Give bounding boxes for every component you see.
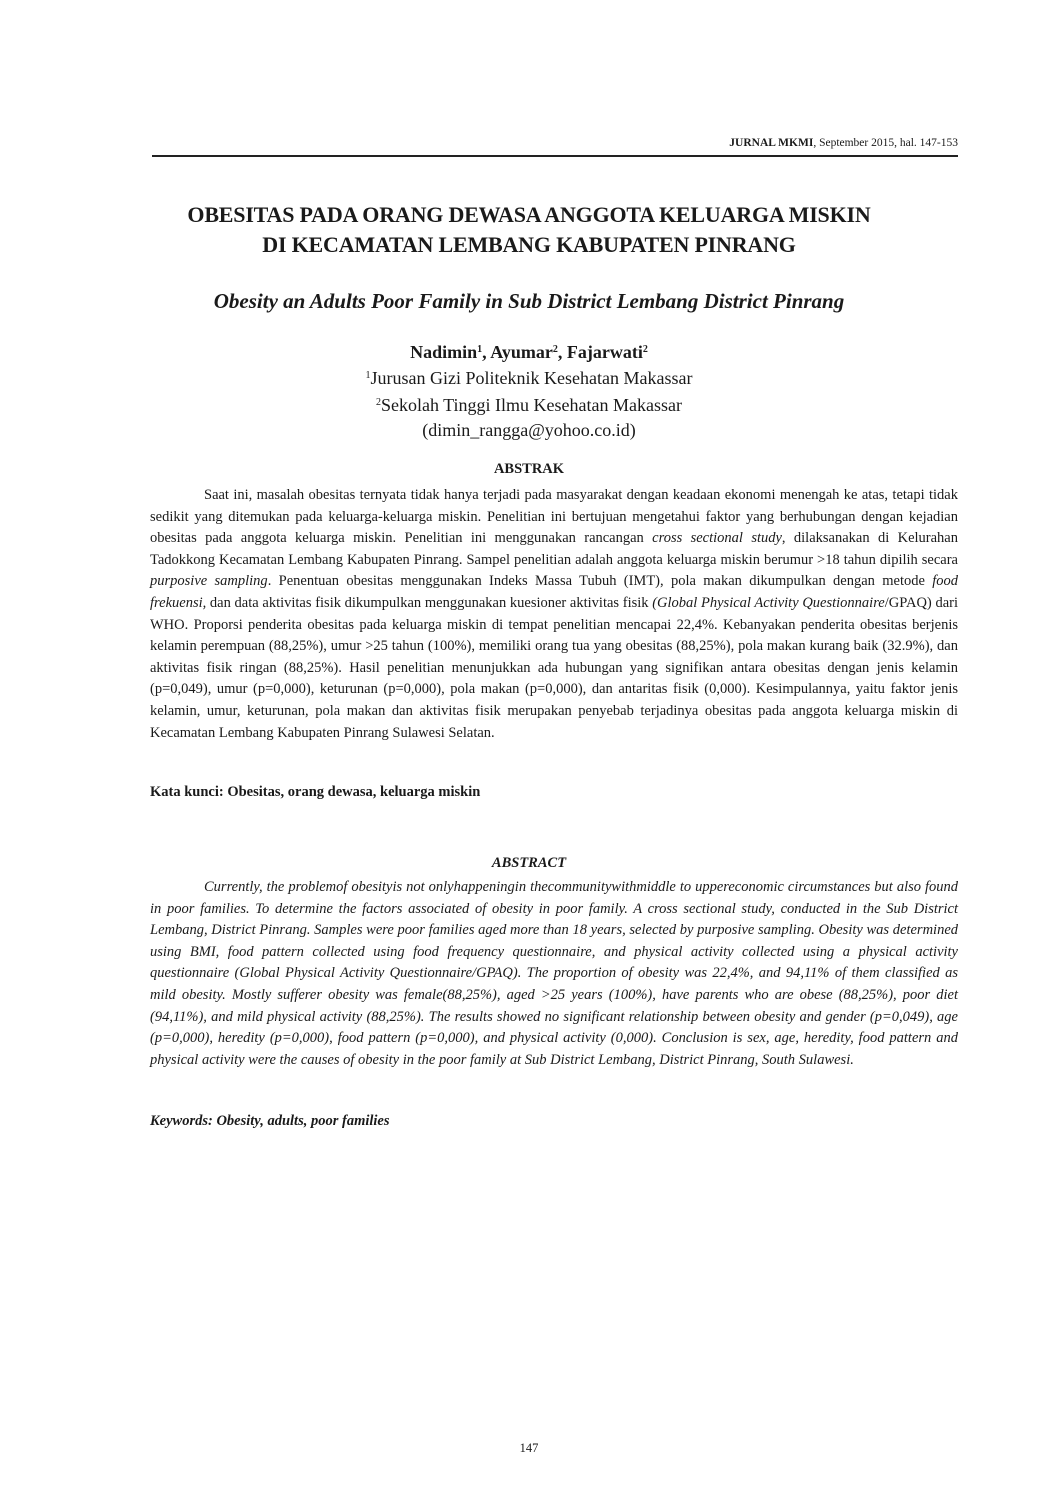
issue-info: , September 2015, hal. 147-153 <box>813 137 958 149</box>
abstrak-segment-italic: purposive sampling <box>150 573 268 590</box>
abstract-body: Currently, the problemof obesityis not onlyhappeningin thecommunitywithmiddle to uppereconomic circumstances but also found in poor families. To determine the factors associated of obesity in poor family. A cross sectional study, conducted in the Sub District Lembang, District Pinrang. Samples were poor families aged more than 18 years, selected by purposive sampling. Obesity was determined using BMI, food pattern collected using food frequency questionnaire, and physical activity collected using a physical activity questionnaire (Global Physical Activity Questionnaire/GPAQ). The proportion of obesity was 22,4%, and 94,11% of them classified as mild obesity. Mostly sufferer obesity was female(88,25%), aged >25 years (100%), have parents who are obese (88,25%), poor diet (94,11%), and mild physical activity (88,25%). The results showed no significant relationship between obesity and gender (p=0,049), age (p=0,000), heredity (p=0,000), food pattern (p=0,000), and physical activity (0,000). Conclusion is sex, age, heredity, food pattern and physical activity were the causes of obesity in the poor family at Sub District Lembang, District Pinrang, South Sulawesi. <box>150 879 958 1068</box>
affiliation-1 <box>100 368 958 389</box>
abstrak-segment: . Penentuan obesitas menggunakan Indeks Massa Tubuh (IMT), pola makan dikumpulkan dengan metode <box>267 573 933 590</box>
author-separator: , <box>557 342 567 362</box>
kata-kunci: Kata kunci: Obesitas, orang dewasa, keluarga miskin <box>150 784 481 800</box>
keywords: Keywords: Obesity, adults, poor families <box>150 1113 390 1129</box>
affiliation-text: Jurusan Gizi Politeknik Kesehatan Makassar <box>370 368 693 388</box>
abstrak-segment-italic: cross sectional study <box>652 530 782 547</box>
affiliation-sup: 1 <box>365 370 371 381</box>
header-rule <box>152 155 958 157</box>
author-sup: 2 <box>552 344 558 355</box>
abstrak-segment-italic: food frekuensi, <box>150 573 959 611</box>
journal-header <box>152 137 958 149</box>
abstrak-segment: /GPAQ) dari WHO. Proporsi penderita obesitas pada keluarga miskin di tempat penelitian mencapai 22,4%. Kebanyakan penderita obesitas berjenis kelamin perempuan (88,25%), umur >25 tahun (100%), memiliki orang tua yang obesitas (88,25%), pola makan kurang baik (32.9%), dan aktivitas fisik ringan (88,25%). Hasil penelitian menunjukkan ada hubungan yang signifikan antara obesitas dengan jenis kelamin (p=0,049), umur (p=0,000), keturunan (p=0,000), pola makan (p=0,000), dan antaritas fisik (0,000). Kesimpulannya, yaitu faktor jenis kelamin, umur, keturunan, pola makan dan aktivitas fisik merupakan penyebab terjadinya obesitas pada anggota keluarga miskin di Kecamatan Lembang Kabupaten Pinrang Sulawesi Selatan. <box>150 594 958 741</box>
author-separator: , <box>482 342 491 362</box>
title-line-2: DI KECAMATAN LEMBANG KABUPATEN PINRANG <box>262 232 796 257</box>
journal-name: JURNAL MKMI <box>729 137 814 149</box>
author-name: Ayumar <box>490 342 553 362</box>
abstrak-body <box>150 485 958 744</box>
author-sup: 2 <box>642 344 648 355</box>
abstrak-segment: , dilaksanakan di Kelurahan Tadokkong Kecamatan Lembang Kabupaten Pinrang. Sampel penelitian adalah anggota keluarga miskin berumur >18 tahun dipilih secara <box>150 530 958 568</box>
affiliation-2 <box>100 395 958 416</box>
abstrak-segment: Saat ini, masalah obesitas ternyata tidak hanya terjadi pada masyarakat dengan keadaan ekonomi menengah ke atas, tetapi tidak sedikit yang ditemukan pada keluarga-keluarga miskin. Penelitian ini bertujuan mengetahui faktor yang berhubungan dengan kejadian obesitas pada anggota keluarga miskin. Penelitian ini menggunakan rancangan <box>150 487 958 547</box>
author-list <box>100 342 958 363</box>
author-name: Nadimin <box>410 342 478 362</box>
abstrak-heading: ABSTRAK <box>493 461 565 477</box>
affiliation-sup: 2 <box>376 397 382 408</box>
abstrak-segment: dan data aktivitas fisik dikumpulkan menggunakan kuesioner aktivitas fisik <box>206 594 653 611</box>
affiliation-text: Sekolah Tinggi Ilmu Kesehatan Makassar <box>381 395 682 415</box>
abstract-heading: ABSTRACT <box>491 855 567 871</box>
abstrak-segment-italic: (Global Physical Activity Questionnaire <box>652 594 885 611</box>
author-email[interactable]: (dimin_rangga@yohoo.co.id) <box>422 420 636 440</box>
author-name: Fajarwati <box>566 342 643 362</box>
english-title: Obesity an Adults Poor Family in Sub District Lembang District Pinrang <box>213 289 845 313</box>
title-line-1: OBESITAS PADA ORANG DEWASA ANGGOTA KELUARGA MISKIN <box>187 202 871 227</box>
author-sup: 1 <box>477 344 483 355</box>
paper-title <box>100 200 958 260</box>
page-number: 147 <box>519 1441 539 1455</box>
